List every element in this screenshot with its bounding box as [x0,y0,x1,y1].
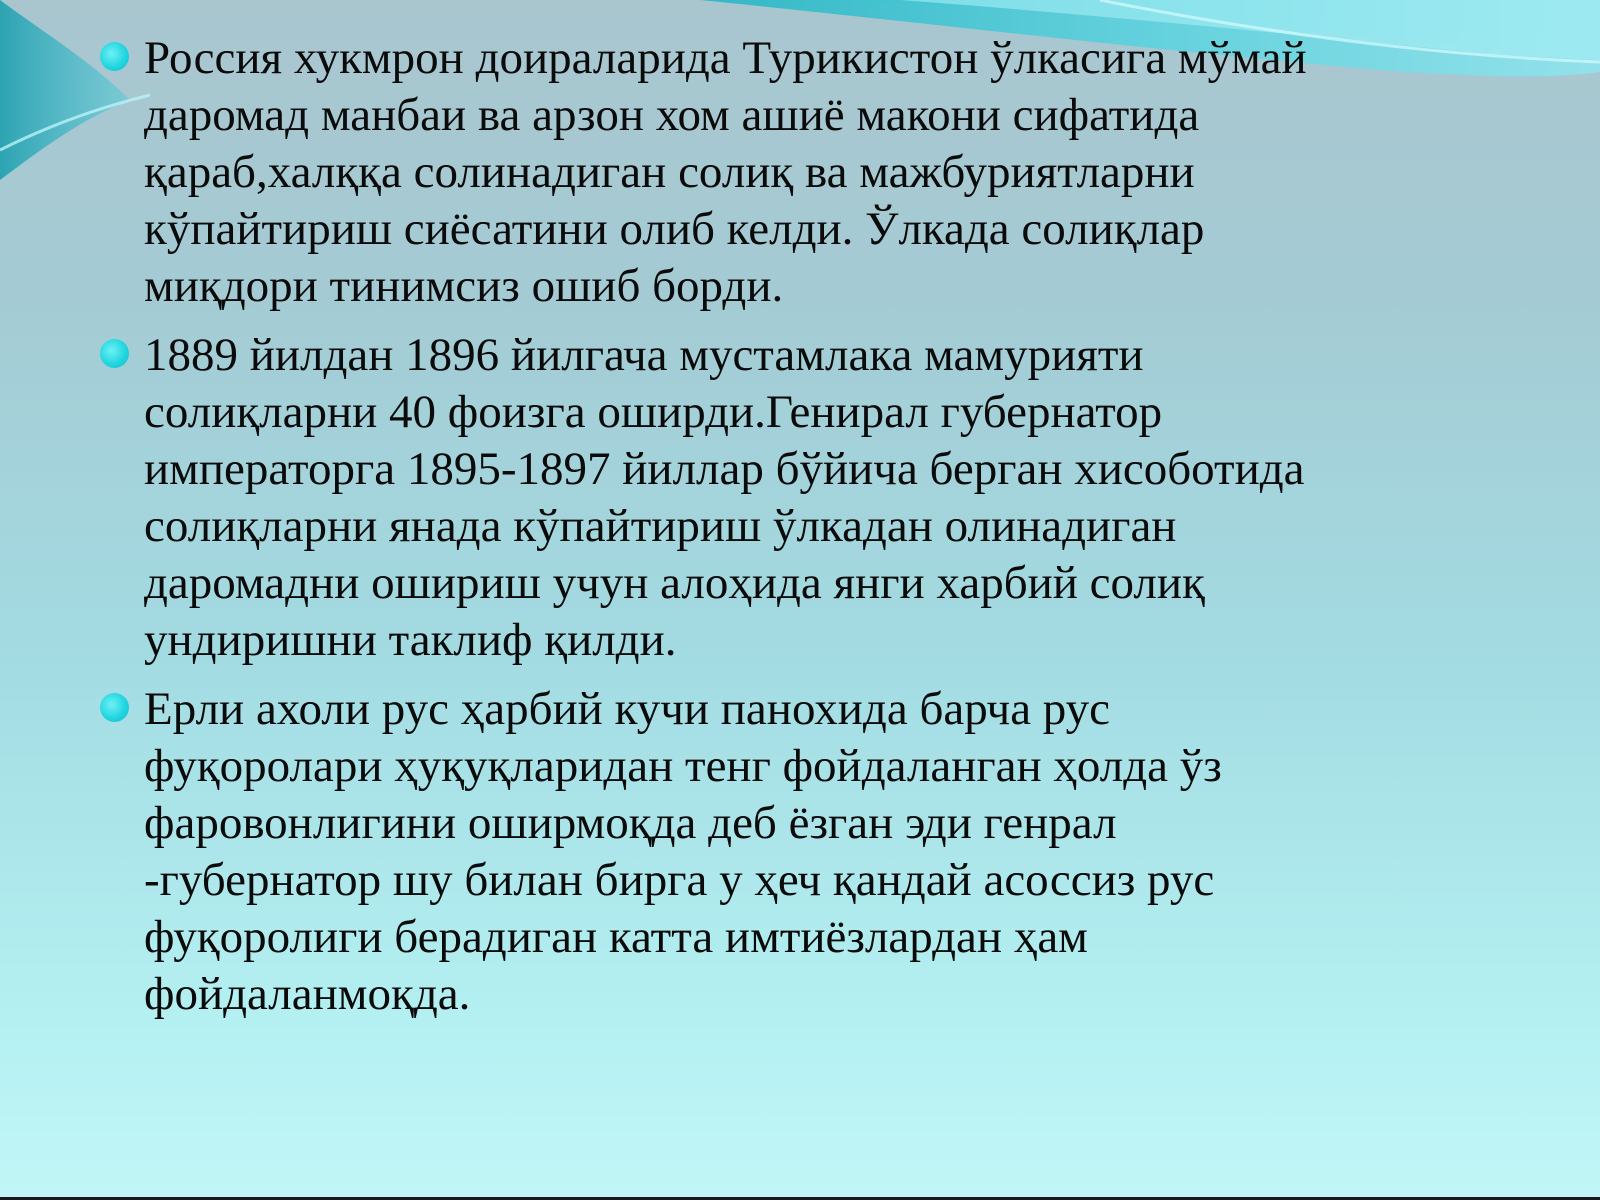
bullet-item [100,30,1500,315]
bullet-text: Ерли ахоли рус ҳарбий кучи панохида барча рус фуқоролари ҳуқуқларидан тенг фойдаланган ҳолда ўз фаровонлигини оширмоқда деб ёзган эди генрал -губернатор шу билан бирга у ҳеч қандай асоссиз рус фуқоролиги берадиган катта имтиёзлардан ҳам фойдаланмоқда. [144,683,1222,1020]
bullet-dot-icon [100,339,129,368]
bullet-text: Россия хукмрон доираларида Турикистон ўлкасига мўмай даромад манбаи ва арзон хом ашиё макони сифатида қараб,халққа солинадиган солиқ ва мажбуриятларни кўпайтириш сиёсатини олиб келди. Ўлкада солиқлар миқдори тинимсиз ошиб борди. [144,32,1307,312]
bullet-text: 1889 йилдан 1896 йилгача мустамлака мамурияти солиқларни 40 фоизга оширди.Генирал губернатор императорга 1895-1897 йиллар бўйича берган хисоботида солиқларни янада кўпайтириш ўлкадан олинадиган даромадни ошириш учун алоҳида янги харбий солиқ ундиришни таклиф қилди. [144,329,1305,666]
bullet-list [100,30,1500,1035]
bullet-dot-icon [100,42,129,71]
bullet-item [100,681,1500,1023]
bullet-dot-icon [100,693,129,722]
bullet-item [100,327,1500,669]
